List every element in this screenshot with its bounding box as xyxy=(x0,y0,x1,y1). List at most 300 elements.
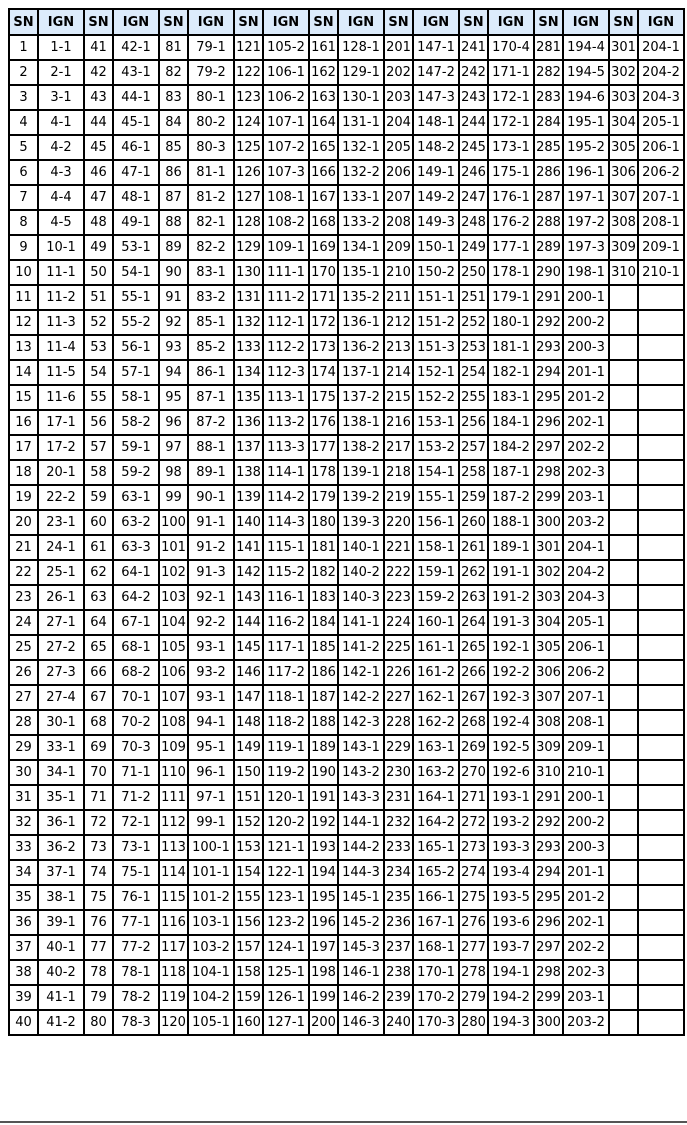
sn-cell xyxy=(609,735,638,760)
ign-cell xyxy=(638,735,684,760)
ign-cell: 92-2 xyxy=(188,610,234,635)
sn-cell: 282 xyxy=(534,60,563,85)
sn-cell: 306 xyxy=(609,160,638,185)
sn-cell: 89 xyxy=(159,235,188,260)
sn-cell xyxy=(609,335,638,360)
sn-cell: 213 xyxy=(384,335,413,360)
sn-cell: 72 xyxy=(84,810,113,835)
sn-cell: 296 xyxy=(534,410,563,435)
sn-cell: 44 xyxy=(84,110,113,135)
sn-cell: 158 xyxy=(234,960,263,985)
ign-cell: 4-4 xyxy=(38,185,84,210)
ign-cell: 209-1 xyxy=(563,735,609,760)
sn-column-header: SN xyxy=(309,9,338,35)
ign-cell: 151-1 xyxy=(413,285,459,310)
sn-cell: 228 xyxy=(384,710,413,735)
sn-cell: 288 xyxy=(534,210,563,235)
ign-column-header: IGN xyxy=(338,9,384,35)
sn-ign-table xyxy=(8,8,685,1036)
ign-cell: 127-1 xyxy=(263,1010,309,1035)
ign-cell: 145-2 xyxy=(338,910,384,935)
ign-cell xyxy=(638,910,684,935)
ign-column-header: IGN xyxy=(263,9,309,35)
sn-cell: 153 xyxy=(234,835,263,860)
ign-cell: 107-2 xyxy=(263,135,309,160)
sn-cell: 189 xyxy=(309,735,338,760)
ign-cell: 203-2 xyxy=(563,510,609,535)
ign-cell: 132-2 xyxy=(338,160,384,185)
sn-cell: 263 xyxy=(459,585,488,610)
ign-cell: 194-6 xyxy=(563,85,609,110)
ign-cell: 141-1 xyxy=(338,610,384,635)
ign-cell: 145-3 xyxy=(338,935,384,960)
ign-cell: 163-2 xyxy=(413,760,459,785)
ign-cell: 45-1 xyxy=(113,110,159,135)
ign-cell: 17-2 xyxy=(38,435,84,460)
ign-cell: 80-2 xyxy=(188,110,234,135)
ign-cell: 42-1 xyxy=(113,35,159,60)
sn-cell: 261 xyxy=(459,535,488,560)
ign-cell: 67-1 xyxy=(113,610,159,635)
ign-cell: 33-1 xyxy=(38,735,84,760)
sn-cell: 133 xyxy=(234,335,263,360)
ign-cell: 54-1 xyxy=(113,260,159,285)
sn-cell: 155 xyxy=(234,885,263,910)
sn-cell: 8 xyxy=(9,210,38,235)
sn-cell: 233 xyxy=(384,835,413,860)
sn-cell: 235 xyxy=(384,885,413,910)
sn-cell: 180 xyxy=(309,510,338,535)
sn-cell: 222 xyxy=(384,560,413,585)
sn-cell: 163 xyxy=(309,85,338,110)
table-row xyxy=(9,260,684,285)
sn-cell: 121 xyxy=(234,35,263,60)
sn-cell: 197 xyxy=(309,935,338,960)
table-row xyxy=(9,335,684,360)
sn-cell: 39 xyxy=(9,985,38,1010)
ign-cell: 132-1 xyxy=(338,135,384,160)
sn-cell: 78 xyxy=(84,960,113,985)
ign-cell: 192-5 xyxy=(488,735,534,760)
table-row xyxy=(9,185,684,210)
sn-cell: 272 xyxy=(459,810,488,835)
ign-cell: 208-1 xyxy=(638,210,684,235)
sn-cell: 247 xyxy=(459,185,488,210)
ign-cell: 138-1 xyxy=(338,410,384,435)
sn-cell: 17 xyxy=(9,435,38,460)
ign-column-header: IGN xyxy=(113,9,159,35)
sn-column-header: SN xyxy=(459,9,488,35)
sn-cell: 308 xyxy=(609,210,638,235)
sn-cell: 104 xyxy=(159,610,188,635)
sn-cell: 300 xyxy=(534,1010,563,1035)
sn-cell: 91 xyxy=(159,285,188,310)
table-row xyxy=(9,385,684,410)
ign-cell: 123-2 xyxy=(263,910,309,935)
sn-cell: 182 xyxy=(309,560,338,585)
ign-cell: 177-1 xyxy=(488,235,534,260)
sn-cell: 291 xyxy=(534,785,563,810)
sn-cell: 110 xyxy=(159,760,188,785)
ign-cell: 78-2 xyxy=(113,985,159,1010)
ign-cell: 111-2 xyxy=(263,285,309,310)
sn-cell: 195 xyxy=(309,885,338,910)
sn-cell: 35 xyxy=(9,885,38,910)
ign-cell: 170-1 xyxy=(413,960,459,985)
table-row xyxy=(9,1010,684,1035)
ign-cell: 146-3 xyxy=(338,1010,384,1035)
ign-cell: 151-2 xyxy=(413,310,459,335)
sn-cell: 69 xyxy=(84,735,113,760)
ign-cell: 200-2 xyxy=(563,810,609,835)
ign-cell xyxy=(638,585,684,610)
ign-cell: 126-1 xyxy=(263,985,309,1010)
ign-cell: 83-1 xyxy=(188,260,234,285)
sn-cell: 19 xyxy=(9,485,38,510)
sn-cell: 306 xyxy=(534,660,563,685)
sn-cell: 49 xyxy=(84,235,113,260)
ign-cell: 166-1 xyxy=(413,885,459,910)
sn-cell: 160 xyxy=(234,1010,263,1035)
sn-cell: 309 xyxy=(534,735,563,760)
ign-cell: 184-1 xyxy=(488,410,534,435)
sn-cell: 221 xyxy=(384,535,413,560)
ign-cell: 202-1 xyxy=(563,410,609,435)
sn-cell: 139 xyxy=(234,485,263,510)
sn-cell: 204 xyxy=(384,110,413,135)
sn-column-header: SN xyxy=(384,9,413,35)
sn-cell: 248 xyxy=(459,210,488,235)
table-row xyxy=(9,285,684,310)
sn-cell: 76 xyxy=(84,910,113,935)
ign-cell: 152-2 xyxy=(413,385,459,410)
ign-cell: 101-2 xyxy=(188,885,234,910)
table-header-row xyxy=(9,9,684,35)
ign-cell: 92-1 xyxy=(188,585,234,610)
ign-cell: 59-2 xyxy=(113,460,159,485)
sn-cell xyxy=(609,460,638,485)
ign-cell: 120-1 xyxy=(263,785,309,810)
sn-cell: 67 xyxy=(84,685,113,710)
table-container xyxy=(8,8,685,1036)
ign-cell: 180-1 xyxy=(488,310,534,335)
ign-cell: 150-1 xyxy=(413,235,459,260)
ign-cell: 206-1 xyxy=(638,135,684,160)
sn-cell: 149 xyxy=(234,735,263,760)
sn-cell: 83 xyxy=(159,85,188,110)
ign-cell: 2-1 xyxy=(38,60,84,85)
ign-cell xyxy=(638,660,684,685)
sn-cell: 175 xyxy=(309,385,338,410)
sn-cell: 92 xyxy=(159,310,188,335)
table-row xyxy=(9,585,684,610)
ign-column-header: IGN xyxy=(38,9,84,35)
sn-cell: 258 xyxy=(459,460,488,485)
sn-cell: 225 xyxy=(384,635,413,660)
sn-cell xyxy=(609,1010,638,1035)
sn-cell: 61 xyxy=(84,535,113,560)
sn-cell: 274 xyxy=(459,860,488,885)
sn-cell: 201 xyxy=(384,35,413,60)
ign-cell: 114-3 xyxy=(263,510,309,535)
sn-cell xyxy=(609,710,638,735)
ign-cell xyxy=(638,810,684,835)
ign-cell: 111-1 xyxy=(263,260,309,285)
sn-cell: 105 xyxy=(159,635,188,660)
sn-cell xyxy=(609,560,638,585)
sn-cell: 220 xyxy=(384,510,413,535)
sn-cell: 156 xyxy=(234,910,263,935)
sn-cell: 269 xyxy=(459,735,488,760)
ign-cell: 58-1 xyxy=(113,385,159,410)
sn-cell: 298 xyxy=(534,460,563,485)
ign-cell: 159-1 xyxy=(413,560,459,585)
table-row xyxy=(9,510,684,535)
ign-cell: 144-2 xyxy=(338,835,384,860)
sn-cell: 300 xyxy=(534,510,563,535)
ign-cell: 63-1 xyxy=(113,485,159,510)
ign-cell xyxy=(638,360,684,385)
ign-cell: 78-3 xyxy=(113,1010,159,1035)
sn-cell: 2 xyxy=(9,60,38,85)
ign-cell: 188-1 xyxy=(488,510,534,535)
sn-cell: 203 xyxy=(384,85,413,110)
ign-cell: 41-2 xyxy=(38,1010,84,1035)
sn-cell: 250 xyxy=(459,260,488,285)
sn-cell: 172 xyxy=(309,310,338,335)
ign-cell: 194-1 xyxy=(488,960,534,985)
ign-cell: 78-1 xyxy=(113,960,159,985)
ign-cell: 173-1 xyxy=(488,135,534,160)
ign-cell: 139-2 xyxy=(338,485,384,510)
ign-cell: 68-1 xyxy=(113,635,159,660)
sn-cell: 144 xyxy=(234,610,263,635)
sn-cell: 238 xyxy=(384,960,413,985)
ign-cell: 155-1 xyxy=(413,485,459,510)
sn-column-header: SN xyxy=(84,9,113,35)
ign-cell: 116-1 xyxy=(263,585,309,610)
ign-cell: 200-3 xyxy=(563,335,609,360)
ign-cell: 3-1 xyxy=(38,85,84,110)
ign-cell: 87-2 xyxy=(188,410,234,435)
sn-cell: 103 xyxy=(159,585,188,610)
sn-cell: 245 xyxy=(459,135,488,160)
ign-cell: 176-2 xyxy=(488,210,534,235)
sn-cell: 183 xyxy=(309,585,338,610)
sn-cell: 99 xyxy=(159,485,188,510)
ign-cell: 103-1 xyxy=(188,910,234,935)
sn-cell: 37 xyxy=(9,935,38,960)
sn-cell: 6 xyxy=(9,160,38,185)
ign-cell: 191-3 xyxy=(488,610,534,635)
ign-cell: 142-2 xyxy=(338,685,384,710)
ign-cell xyxy=(638,635,684,660)
ign-cell: 148-2 xyxy=(413,135,459,160)
ign-cell: 20-1 xyxy=(38,460,84,485)
table-row xyxy=(9,760,684,785)
ign-cell: 136-2 xyxy=(338,335,384,360)
sn-cell: 205 xyxy=(384,135,413,160)
ign-cell: 41-1 xyxy=(38,985,84,1010)
sn-cell: 305 xyxy=(534,635,563,660)
sn-cell: 141 xyxy=(234,535,263,560)
ign-cell: 93-2 xyxy=(188,660,234,685)
ign-cell: 120-2 xyxy=(263,810,309,835)
ign-cell: 17-1 xyxy=(38,410,84,435)
sn-cell: 52 xyxy=(84,310,113,335)
sn-cell: 310 xyxy=(609,260,638,285)
ign-cell: 107-3 xyxy=(263,160,309,185)
table-row xyxy=(9,860,684,885)
sn-cell: 251 xyxy=(459,285,488,310)
ign-cell: 125-1 xyxy=(263,960,309,985)
ign-cell: 11-1 xyxy=(38,260,84,285)
ign-cell: 150-2 xyxy=(413,260,459,285)
bottom-divider xyxy=(0,1121,687,1123)
ign-cell: 81-2 xyxy=(188,185,234,210)
ign-cell: 27-1 xyxy=(38,610,84,635)
sn-cell: 34 xyxy=(9,860,38,885)
ign-cell xyxy=(638,335,684,360)
sn-cell: 231 xyxy=(384,785,413,810)
sn-cell: 82 xyxy=(159,60,188,85)
ign-cell: 113-3 xyxy=(263,435,309,460)
sn-cell: 223 xyxy=(384,585,413,610)
sn-cell: 281 xyxy=(534,35,563,60)
sn-cell: 170 xyxy=(309,260,338,285)
ign-cell xyxy=(638,710,684,735)
ign-cell: 83-2 xyxy=(188,285,234,310)
ign-cell: 64-1 xyxy=(113,560,159,585)
sn-cell: 85 xyxy=(159,135,188,160)
ign-cell: 26-1 xyxy=(38,585,84,610)
sn-cell: 86 xyxy=(159,160,188,185)
ign-cell: 193-3 xyxy=(488,835,534,860)
ign-cell xyxy=(638,935,684,960)
sn-cell: 302 xyxy=(534,560,563,585)
sn-cell: 125 xyxy=(234,135,263,160)
ign-cell: 204-3 xyxy=(638,85,684,110)
ign-cell: 193-1 xyxy=(488,785,534,810)
ign-cell: 187-2 xyxy=(488,485,534,510)
ign-cell: 93-1 xyxy=(188,635,234,660)
sn-cell: 59 xyxy=(84,485,113,510)
table-row xyxy=(9,735,684,760)
ign-cell: 143-2 xyxy=(338,760,384,785)
ign-cell xyxy=(638,535,684,560)
ign-cell: 183-1 xyxy=(488,385,534,410)
sn-cell: 12 xyxy=(9,310,38,335)
sn-cell: 102 xyxy=(159,560,188,585)
sn-cell: 148 xyxy=(234,710,263,735)
ign-cell: 206-2 xyxy=(638,160,684,185)
ign-cell: 156-1 xyxy=(413,510,459,535)
ign-cell: 11-6 xyxy=(38,385,84,410)
ign-cell: 49-1 xyxy=(113,210,159,235)
sn-cell: 297 xyxy=(534,935,563,960)
sn-cell: 10 xyxy=(9,260,38,285)
table-row xyxy=(9,160,684,185)
ign-cell: 73-1 xyxy=(113,835,159,860)
ign-cell: 79-1 xyxy=(188,35,234,60)
sn-cell: 198 xyxy=(309,960,338,985)
ign-cell: 117-2 xyxy=(263,660,309,685)
sn-cell xyxy=(609,635,638,660)
ign-cell: 182-1 xyxy=(488,360,534,385)
sn-cell: 249 xyxy=(459,235,488,260)
sn-cell xyxy=(609,835,638,860)
sn-cell: 266 xyxy=(459,660,488,685)
sn-cell: 124 xyxy=(234,110,263,135)
sn-cell: 219 xyxy=(384,485,413,510)
ign-cell: 112-1 xyxy=(263,310,309,335)
table-row xyxy=(9,310,684,335)
sn-cell: 246 xyxy=(459,160,488,185)
ign-cell: 167-1 xyxy=(413,910,459,935)
sn-column-header: SN xyxy=(234,9,263,35)
sn-cell: 100 xyxy=(159,510,188,535)
ign-cell: 176-1 xyxy=(488,185,534,210)
ign-cell: 106-1 xyxy=(263,60,309,85)
sn-cell: 234 xyxy=(384,860,413,885)
ign-cell: 210-1 xyxy=(638,260,684,285)
sn-cell: 120 xyxy=(159,1010,188,1035)
sn-cell: 264 xyxy=(459,610,488,635)
ign-cell: 79-2 xyxy=(188,60,234,85)
sn-cell: 165 xyxy=(309,135,338,160)
sn-cell: 273 xyxy=(459,835,488,860)
ign-cell: 143-1 xyxy=(338,735,384,760)
ign-cell: 109-1 xyxy=(263,235,309,260)
sn-cell: 29 xyxy=(9,735,38,760)
sn-cell: 65 xyxy=(84,635,113,660)
sn-cell: 174 xyxy=(309,360,338,385)
sn-cell: 40 xyxy=(9,1010,38,1035)
sn-cell: 151 xyxy=(234,785,263,810)
sn-cell: 87 xyxy=(159,185,188,210)
ign-cell: 70-3 xyxy=(113,735,159,760)
ign-cell: 53-1 xyxy=(113,235,159,260)
sn-cell: 289 xyxy=(534,235,563,260)
sn-cell: 32 xyxy=(9,810,38,835)
ign-cell: 134-1 xyxy=(338,235,384,260)
ign-cell: 117-1 xyxy=(263,635,309,660)
ign-cell xyxy=(638,385,684,410)
ign-cell: 80-1 xyxy=(188,85,234,110)
ign-cell: 101-1 xyxy=(188,860,234,885)
ign-cell: 11-4 xyxy=(38,335,84,360)
sn-cell: 286 xyxy=(534,160,563,185)
sn-cell: 113 xyxy=(159,835,188,860)
ign-cell: 202-3 xyxy=(563,960,609,985)
sn-cell: 108 xyxy=(159,710,188,735)
ign-cell: 202-2 xyxy=(563,435,609,460)
sn-cell: 152 xyxy=(234,810,263,835)
ign-cell: 133-1 xyxy=(338,185,384,210)
sn-cell: 164 xyxy=(309,110,338,135)
ign-cell: 163-1 xyxy=(413,735,459,760)
sn-cell: 119 xyxy=(159,985,188,1010)
ign-cell: 171-1 xyxy=(488,60,534,85)
ign-cell: 91-1 xyxy=(188,510,234,535)
ign-cell: 158-1 xyxy=(413,535,459,560)
sn-cell: 147 xyxy=(234,685,263,710)
ign-cell: 11-3 xyxy=(38,310,84,335)
sn-cell: 73 xyxy=(84,835,113,860)
sn-cell: 278 xyxy=(459,960,488,985)
table-row xyxy=(9,985,684,1010)
sn-cell: 42 xyxy=(84,60,113,85)
